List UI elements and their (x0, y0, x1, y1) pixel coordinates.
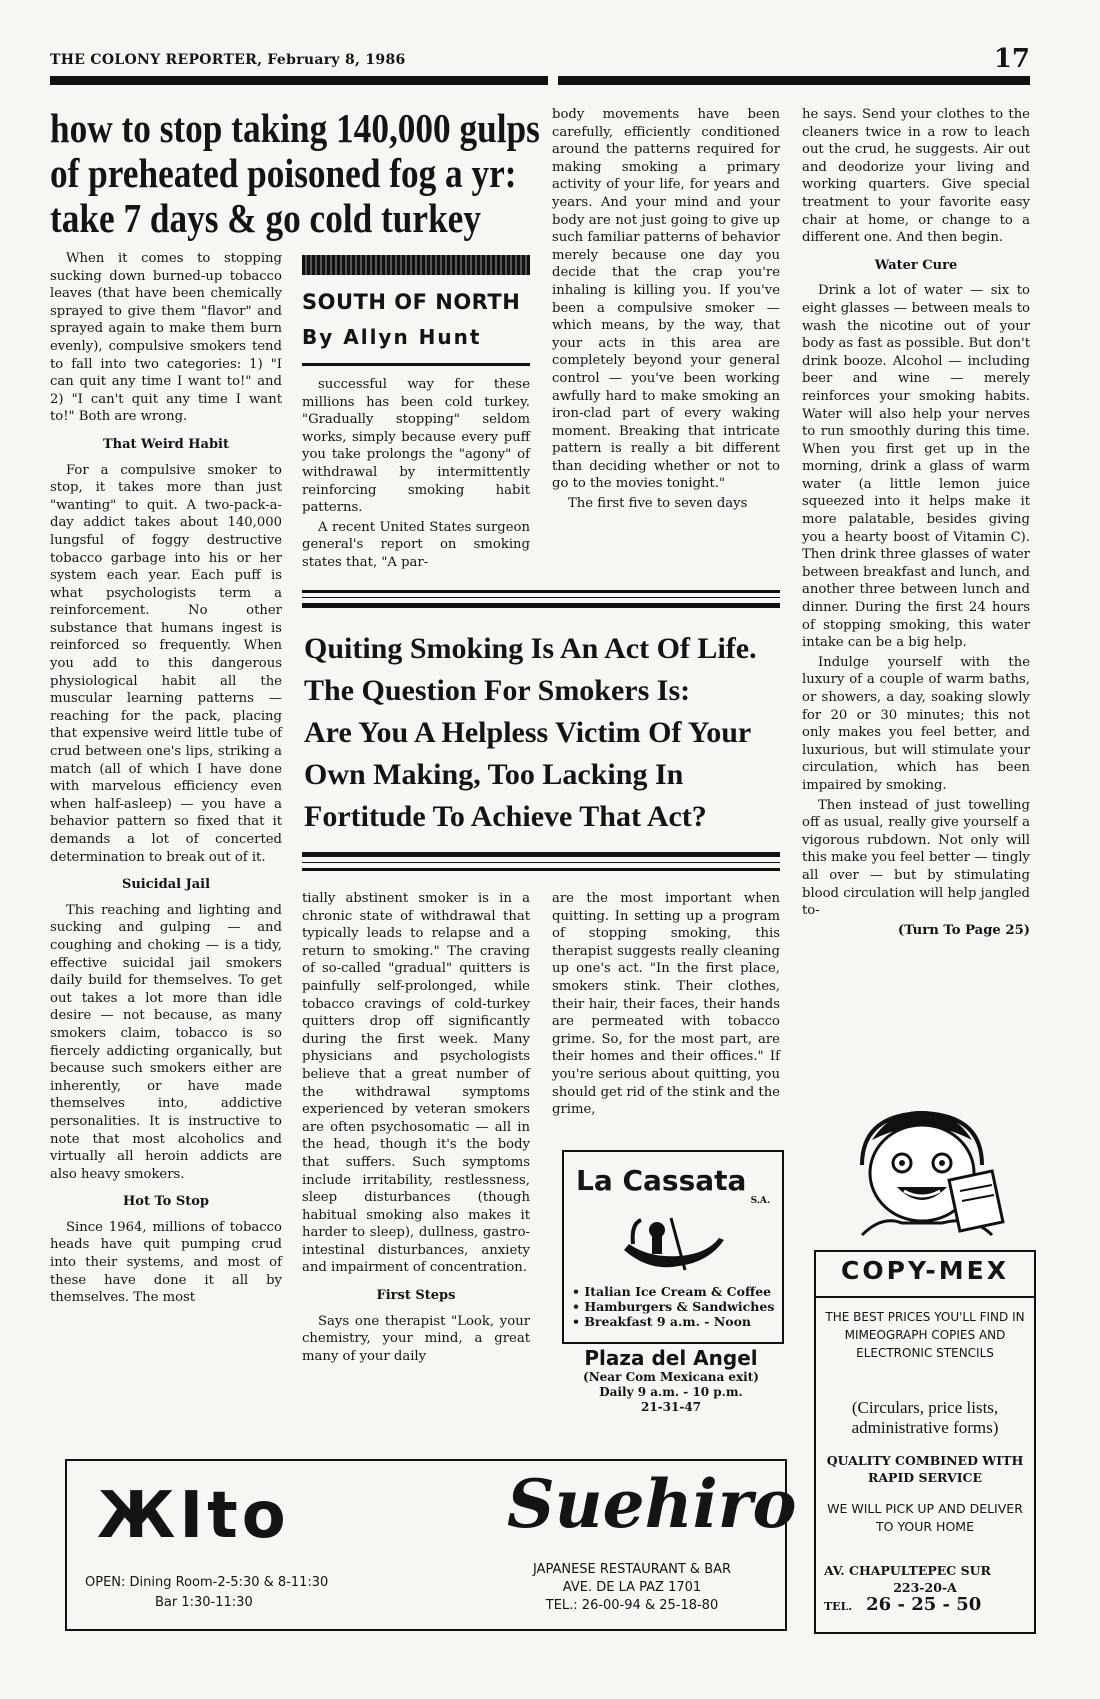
page-number: 17 (993, 44, 1030, 74)
menu-item: • Breakfast 9 a.m. - Noon (572, 1314, 778, 1329)
copymex-address (824, 1562, 1026, 1615)
copymex-tel-label: TEL. (824, 1600, 853, 1613)
deck-rule (302, 868, 780, 871)
cassata-menu (572, 1284, 778, 1329)
byline-rule (302, 363, 530, 366)
deck-line: The Question For Smokers Is: (304, 674, 691, 707)
copymex-prices: THE BEST PRICES YOU'LL FIND IN MIMEOGRAPH COPIES AND ELECTRONIC STENCILS (825, 1310, 1025, 1360)
cassata-location (562, 1346, 780, 1415)
suehiro-info (487, 1561, 777, 1615)
ito-logo: ЖIto (97, 1479, 290, 1553)
paragraph: Then instead of just towelling off as usual, really give yourself a vigorous rubdown. Not only will this make you feel better — tingly all over — but by stimulating blood circulation will help jangled to- (802, 797, 1030, 919)
copymex-delivery: WE WILL PICK UP AND DELIVER TO YOUR HOME (827, 1501, 1023, 1534)
deck-rule (302, 603, 780, 608)
paragraph: This reaching and lighting and sucking and gulping — and coughing and choking — is a tidy, effective suicidal jail smokers daily build for themselves. To get out takes a lot more than idle desire — not because, as many smokers claim, tobacco is so fiercely addicting organically, but because such smokers either are inherently, or have made themselves into, addictive personalities. It is instructive to note that most alcoholics and virtually all heroin addicts are also heavy smokers. (50, 902, 282, 1182)
continued-note: (Turn To Page 25) (897, 922, 1030, 938)
subhead: First Steps (376, 1288, 456, 1304)
suehiro-line: AVE. DE LA PAZ 1701 (562, 1580, 702, 1595)
paragraph: he says. Send your clothes to the cleaners twice in a row to leach out the crud, he suggests. Air out and deodorize your living and working quarters. Give special treatment to your favorite easy chair at home, or change to a different one. And then begin. (802, 107, 1030, 246)
deck-line: Are You A Helpless Victim Of Your (304, 716, 752, 749)
masthead-rule-gap (548, 76, 558, 85)
ad-la-cassata (562, 1150, 784, 1344)
copymex-phone: 26 - 25 - 50 (866, 1594, 982, 1615)
subhead: Suicidal Jail (121, 877, 211, 893)
headline (50, 105, 540, 241)
subhead: Water Cure (874, 257, 958, 273)
paragraph: The first five to seven days (568, 496, 748, 512)
suehiro-logo: Suehiro (507, 1465, 797, 1543)
copymex-number: 223-20-A (893, 1580, 957, 1595)
menu-item: • Hamburgers & Sandwiches (572, 1299, 778, 1314)
paragraph: For a compulsive smoker to stop, it takes more than just "wanting" to quit. A two-pack-a-day addict takes about 140,000 lungsful of foggy destructive tobacco garbage into his or her system each year. Each puff is what psychologists term a reinforcement. No other substance that humans ingest is reinforced so frequently. When you add to this dangerous physiological habit all the muscular learning patterns — reaching for the pack, placing that expensive weird little tube of crud between one's lips, striking a match (all of which I have done with marvelous efficiency even when half-asleep) — you have a behavior pattern so fixed that it demands a lot of concerted determination to break out of it. (50, 462, 282, 865)
subhead: Hot To Stop (122, 1194, 210, 1210)
paragraph: successful way for these millions has been cold turkey. "Gradually stopping" seldom works, simply because every puff you take prolongs the "agony" of withdrawal by intermittently reinforcing smoking habit patterns. (302, 377, 530, 516)
ito-hours-line: Bar 1:30-11:30 (155, 1595, 253, 1610)
menu-item: • Italian Ice Cream & Coffee (572, 1284, 778, 1299)
paragraph: tially abstinent smoker is in a chronic state of withdrawal that typically leads to relapse and a return to smoking." The craving of so-called "gradual" quitters is painfully self-prolonged, while tobacco cravings of cold-turkey quitters drop off significantly during the first week. Many physicians and psychologists believe that a great number of the withdrawal symptoms experienced by veteran smokers are often psychosomatic — all in the head, though it's the body that suffers. Such symptoms include irritability, restlessness, sleep disturbances (though habitual smoking also makes it harder to sleep), dullness, gastro-intestinal disturbances, anxiety and impairment of concentration. (302, 891, 530, 1276)
mascot-illustration (842, 1105, 1012, 1245)
paragraph: Indulge yourself with the luxury of a couple of warm baths, or showers, a day, soaking slowly for 20 or 30 minutes; this not only makes you feel better, and luxurious, but will stimulate your circulation, which has been impaired by smoking. (802, 654, 1030, 793)
article-column-4 (802, 106, 1030, 939)
cassata-place: Plaza del Angel (584, 1346, 758, 1370)
copymex-phone-line (824, 1596, 1026, 1615)
subhead: That Weird Habit (102, 436, 230, 452)
deck-line: Fortitude To Achieve That Act? (304, 800, 707, 833)
deck-line: Quiting Smoking Is An Act Of Life. (304, 632, 757, 665)
author-byline: By Allyn Hunt (302, 325, 482, 349)
article-column-3-bottom (552, 890, 780, 1121)
paragraph: A recent United States surgeon general's report on smoking states that, "A par- (302, 519, 530, 570)
cassata-landmark: (Near Com Mexicana exit) (583, 1370, 759, 1384)
gondola-icon (619, 1210, 729, 1280)
deck-rule (302, 590, 780, 593)
suehiro-line: JAPANESE RESTAURANT & BAR (532, 1562, 732, 1577)
copymex-services: (Circulars, price lists, administrative forms) (851, 1398, 999, 1437)
cassata-hours: Daily 9 a.m. - 10 p.m. (599, 1385, 743, 1399)
copymex-street: AV. CHAPULTEPEC SUR (824, 1563, 991, 1578)
ad-copy-mex (814, 1250, 1036, 1634)
article-column-2-top (302, 376, 530, 574)
deck-rule (302, 862, 780, 863)
paragraph: Since 1964, millions of tobacco heads have quit pumping crud into their systems, and most of these have done it all by themselves. The most (50, 1219, 282, 1306)
masthead-rule (50, 76, 1030, 85)
article-column-3-top (552, 106, 780, 515)
column-logo-bar (302, 255, 530, 275)
article-column-2-bottom (302, 890, 530, 1367)
paragraph: When it comes to stopping sucking down burned-up tobacco leaves (that have been chemically sprayed to give them "flavor" and sprayed again to make them burn evenly), compulsive smokers tend to fall into two categories: 1) "I can quit any time I want to!" and 2) "I can't quit any time I want to!" Both are wrong. (50, 251, 282, 425)
deck-rule (302, 597, 780, 598)
paragraph: Drink a lot of water — six to eight glasses — between meals to wash the nicotine out of your body as fast as possible. But don't drink booze. Alcohol — including beer and wine — merely reinforces your smoking habits. Water will also help your nerves to run smoothly during this time. When you first get up in the morning, drink a glass of warm water (a little lemon juice squeezed into it helps make it more palatable, besides giving you a hearty boost of Vitamin C). Then drink three glasses of water between breakfast and lunch, and another three between lunch and dinner. During the first 24 hours of stopping smoking, this water intake can be a big help. (802, 283, 1030, 651)
ad-ito-suehiro (65, 1459, 797, 1631)
deck-rule (302, 852, 780, 857)
headline-line: of preheated poisoned fog a yr: (50, 150, 517, 196)
column-title: SOUTH OF NORTH (302, 290, 521, 314)
copymex-rule (816, 1296, 1034, 1298)
masthead: THE COLONY REPORTER, February 8, 1986 (50, 52, 406, 68)
deck-headline (304, 628, 782, 838)
ito-hours-line: OPEN: Dining Room-2-5:30 & 8-11:30 (85, 1575, 329, 1590)
paragraph: body movements have been carefully, efficiently conditioned around the patterns required for making smoking a primary activity of your life, for years and years. And your mind and your body are not just going to give up such familiar patterns of behavior merely because one day you decide that the crap you're inhaling is killing you. If you've been a compulsive smoker — which means, by the way, that your acts in this area are completely beyond your general control — you've been working awfully hard to make smoking an iron-clad part of every waking moment. Breaking that intricate pattern is really a bit different than deciding whether or not to go to the movies tonight." (552, 107, 780, 492)
ito-hours (85, 1573, 328, 1613)
suehiro-line: TEL.: 26-00-94 & 25-18-80 (545, 1598, 719, 1613)
copymex-quality: QUALITY COMBINED WITH RAPID SERVICE (826, 1453, 1024, 1485)
cassata-logo-text: La Cassata (576, 1164, 747, 1197)
headline-line: take 7 days & go cold turkey (50, 195, 481, 241)
article-column-1 (50, 250, 282, 1445)
cassata-suffix: S.A. (750, 1196, 770, 1206)
headline-line: how to stop taking 140,000 gulps (50, 105, 540, 151)
paragraph: Says one therapist "Look, your chemistry, your mind, a great many of your daily (302, 1313, 530, 1364)
cassata-phone: 21-31-47 (640, 1400, 702, 1414)
paragraph: are the most important when quitting. In setting up a program of stopping smoking, this therapist suggests really cleaning up one's act. "In the first place, smokers stink. Their clothes, their hair, their faces, their hands are permeated with tobacco grime. So, for the most part, are their homes and their offices." If you're serious about quitting, you should get rid of the stink and the grime, (552, 891, 780, 1118)
deck-line: Own Making, Too Lacking In (304, 758, 684, 791)
copymex-brand: COPY-MEX (841, 1256, 1009, 1285)
